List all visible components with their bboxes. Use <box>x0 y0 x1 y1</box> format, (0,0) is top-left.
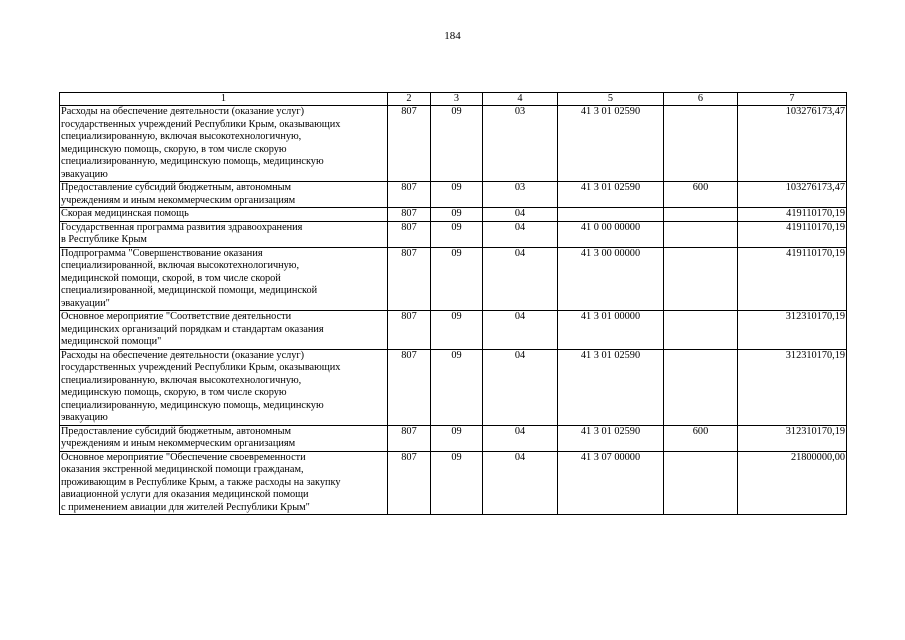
amount: 419110170,19 <box>738 221 847 247</box>
row-name: Подпрограмма "Совершенствование оказания специализированной, включая высокотехнологичную, медицинской помощи, скорой, в том числе скорой специализированной, медицинской помощи, медицинской эвакуации" <box>60 247 388 311</box>
amount: 103276173,47 <box>738 106 847 182</box>
subsection-code: 04 <box>483 208 558 222</box>
section-code: 09 <box>431 247 483 311</box>
section-code: 09 <box>431 349 483 425</box>
row-name: Государственная программа развития здравоохранения в Республике Крым <box>60 221 388 247</box>
section-code: 09 <box>431 106 483 182</box>
admin-code: 807 <box>388 425 431 451</box>
target-article-code: 41 3 01 02590 <box>558 182 664 208</box>
expense-type-code <box>664 106 738 182</box>
section-code: 09 <box>431 425 483 451</box>
subsection-code: 04 <box>483 349 558 425</box>
expense-type-code <box>664 208 738 222</box>
section-code: 09 <box>431 221 483 247</box>
expense-type-code: 600 <box>664 182 738 208</box>
table-row <box>60 106 847 182</box>
admin-code: 807 <box>388 247 431 311</box>
subsection-code: 04 <box>483 221 558 247</box>
expense-type-code <box>664 451 738 515</box>
row-name: Основное мероприятие "Обеспечение своевременности оказания экстренной медицинской помощи гражданам, проживающим в Республике Крым, а также расходы на закупку авиационной услуги для оказания медицинской помощи с применением авиации для жителей Республики Крым" <box>60 451 388 515</box>
row-name: Предоставление субсидий бюджетным, автономным учреждениям и иным некоммерческим организациям <box>60 425 388 451</box>
row-name: Расходы на обеспечение деятельности (оказание услуг) государственных учреждений Республики Крым, оказывающих специализированную, включая высокотехнологичную, медицинскую помощь, скорую, в том числе скорую специализированную, медицинскую помощь, медицинскую эвакуацию <box>60 349 388 425</box>
column-header-2: 2 <box>388 93 431 106</box>
table-row <box>60 349 847 425</box>
table-row <box>60 311 847 350</box>
amount: 419110170,19 <box>738 247 847 311</box>
header-row <box>60 93 847 106</box>
subsection-code: 04 <box>483 247 558 311</box>
expense-type-code <box>664 349 738 425</box>
table-row <box>60 221 847 247</box>
row-name: Расходы на обеспечение деятельности (оказание услуг) государственных учреждений Республики Крым, оказывающих специализированную, включая высокотехнологичную, медицинскую помощь, скорую, в том числе скорую специализированную, медицинскую помощь, медицинскую эвакуацию <box>60 106 388 182</box>
expense-type-code <box>664 311 738 350</box>
amount: 419110170,19 <box>738 208 847 222</box>
target-article-code: 41 3 01 02590 <box>558 106 664 182</box>
subsection-code: 04 <box>483 425 558 451</box>
amount: 21800000,00 <box>738 451 847 515</box>
table-row <box>60 247 847 311</box>
column-header-1: 1 <box>60 93 388 106</box>
target-article-code: 41 3 01 02590 <box>558 425 664 451</box>
subsection-code: 04 <box>483 311 558 350</box>
target-article-code: 41 3 00 00000 <box>558 247 664 311</box>
page-number: 184 <box>444 30 461 42</box>
column-header-5: 5 <box>558 93 664 106</box>
row-name: Основное мероприятие "Соответствие деятельности медицинских организаций порядкам и стандартам оказания медицинской помощи" <box>60 311 388 350</box>
table-row <box>60 208 847 222</box>
admin-code: 807 <box>388 451 431 515</box>
expense-type-code <box>664 221 738 247</box>
table-row <box>60 182 847 208</box>
admin-code: 807 <box>388 349 431 425</box>
expense-type-code: 600 <box>664 425 738 451</box>
column-header-4: 4 <box>483 93 558 106</box>
admin-code: 807 <box>388 221 431 247</box>
admin-code: 807 <box>388 311 431 350</box>
admin-code: 807 <box>388 182 431 208</box>
target-article-code: 41 3 07 00000 <box>558 451 664 515</box>
target-article-code <box>558 208 664 222</box>
table-row <box>60 425 847 451</box>
table-row <box>60 451 847 515</box>
row-name: Скорая медицинская помощь <box>60 208 388 222</box>
section-code: 09 <box>431 182 483 208</box>
target-article-code: 41 0 00 00000 <box>558 221 664 247</box>
subsection-code: 03 <box>483 182 558 208</box>
column-header-3: 3 <box>431 93 483 106</box>
budget-table <box>59 92 847 515</box>
amount: 312310170,19 <box>738 311 847 350</box>
expense-type-code <box>664 247 738 311</box>
admin-code: 807 <box>388 106 431 182</box>
target-article-code: 41 3 01 02590 <box>558 349 664 425</box>
subsection-code: 04 <box>483 451 558 515</box>
section-code: 09 <box>431 208 483 222</box>
amount: 312310170,19 <box>738 349 847 425</box>
section-code: 09 <box>431 311 483 350</box>
subsection-code: 03 <box>483 106 558 182</box>
amount: 312310170,19 <box>738 425 847 451</box>
admin-code: 807 <box>388 208 431 222</box>
target-article-code: 41 3 01 00000 <box>558 311 664 350</box>
column-header-6: 6 <box>664 93 738 106</box>
amount: 103276173,47 <box>738 182 847 208</box>
section-code: 09 <box>431 451 483 515</box>
column-header-7: 7 <box>738 93 847 106</box>
row-name: Предоставление субсидий бюджетным, автономным учреждениям и иным некоммерческим организациям <box>60 182 388 208</box>
